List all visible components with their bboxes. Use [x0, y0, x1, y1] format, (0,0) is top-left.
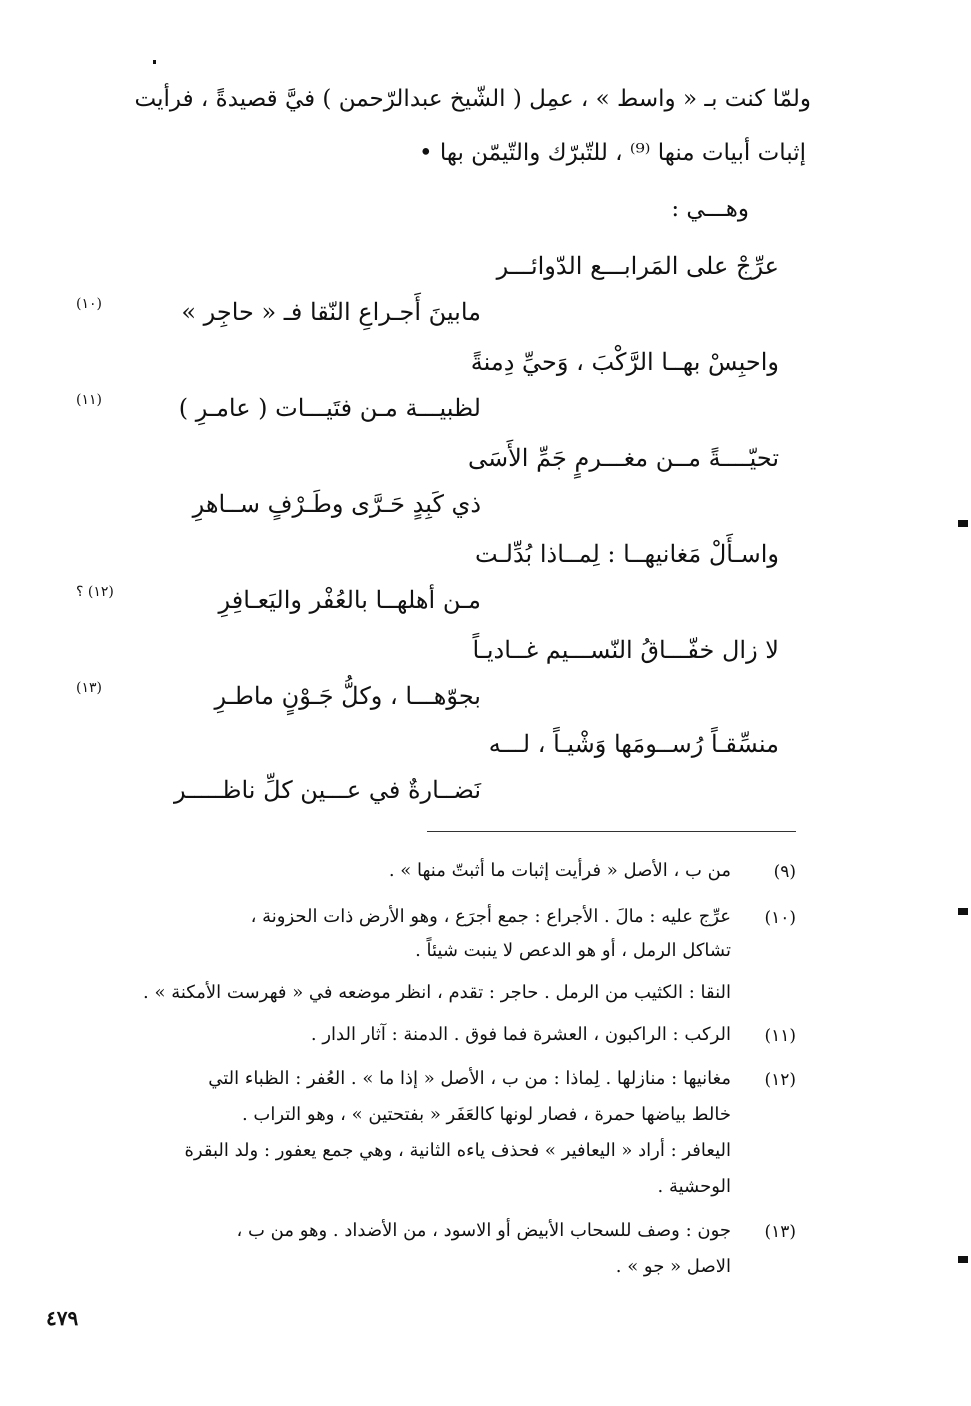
verse-3-first-hemistich: تحيّــــةً مــن مغـــرمٍ جَمِّ الأَسَى — [467, 444, 779, 472]
footnote-12-line-3: اليعافر : أراد « اليعافير » فحذف ياءه الثانية ، وهي جمع يعفور : ولد البقرة — [184, 1140, 731, 1161]
verse-4-second-hemistich: مـن أهلهــا بالعُفْر واليَعـافِرِ — [218, 586, 481, 614]
intro-line-1: ولمّا كنت بـ « واسط » ، عمِل ( الشّيخ عبدالرّحمن ) فيَّ قصيدةً ، فرأيت — [134, 86, 811, 112]
footnote-12-number: (١٢) — [764, 1070, 796, 1090]
verse-3-second-hemistich: ذي كَبِدٍ حَـرَّى وطَـرْفٍ ســاهرِ — [192, 490, 481, 518]
footnote-10-number: (١٠) — [764, 908, 796, 928]
footnote-11-number: (١١) — [764, 1026, 796, 1046]
verse-2-second-hemistich: لظبيـــة مـن فتَيـــات ( عامـرِ ) — [178, 394, 481, 422]
verse-1-first-hemistich: عرِّجْ على المَرابـــع الدّوائـــر — [496, 252, 779, 280]
verse-5-second-hemistich: بجوّهـــا ، وكلُّ جَـوْنٍ ماطـرِ — [214, 682, 481, 710]
verse-2-note: (١١) — [76, 392, 102, 408]
verse-2-first-hemistich: واحبِسْ بهــا الرَّكْبَ ، وَحيِّ دِمنةً — [470, 348, 779, 376]
verse-4-first-hemistich: واسـأَلْ مَغانيهــا : لِمــاذا بُدِّلـت — [475, 540, 779, 568]
intro-line-3: وهـــي : — [671, 196, 749, 222]
footnote-13-number: (١٣) — [764, 1222, 796, 1242]
footnote-13-line-2: الاصل « جو » . — [615, 1256, 731, 1277]
verse-6-first-hemistich: منسِّقـاً رُســومَها وَشْيـاً ، لـــه — [488, 730, 779, 758]
footnote-9-line-1: من ب ، الأصل « فرأيت إثبات ما أثبتّ منها » . — [388, 860, 731, 881]
footnote-separator — [427, 831, 796, 832]
margin-mark — [958, 908, 968, 915]
footnote-12-line-2: خالط بياضها حمرة ، فصار لونها كالعَفَر « بفتحتين » ، وهو التراب . — [241, 1104, 731, 1125]
verse-1-note: (١٠) — [76, 296, 102, 312]
margin-mark — [958, 520, 968, 527]
footnote-10-line-3: النقا : الكثيب من الرمل . حاجر : تقدم ، انظر موضعه في « فهرست الأمكنة » . — [143, 982, 731, 1003]
footnote-10-line-2: تشاكل الرمل ، أو هو الدعص لا ينبت شيئاً . — [415, 940, 731, 961]
verse-5-note: (١٣) — [76, 680, 102, 696]
intro-line-2: إثبات أبيات منها ⁽⁹⁾ ، للتّبرّك والتّيمّن بها • — [418, 140, 806, 166]
verse-4-note: (١٢) ؟ — [76, 584, 114, 600]
verse-6-second-hemistich: نَضــارةٌ في عـــين كلِّ ناظـــــر — [173, 776, 481, 804]
margin-mark — [958, 1256, 968, 1263]
footnote-13-line-1: جون : وصف للسحاب الأبيض أو الاسود ، من الأضداد . وهو من ب ، — [236, 1220, 731, 1241]
verse-1-second-hemistich: مابينَ أَجـراعِ النّقا فـ « حاجِر » — [181, 298, 481, 326]
footnote-10-line-1: عرِّج عليه : مالَ . الأجراع : جمع أجرَع ، وهو الأرض ذات الحزونة ، — [250, 906, 731, 927]
page-number: ٤٧٩ — [46, 1306, 79, 1330]
footnote-12-line-4: الوحشية . — [657, 1176, 731, 1197]
footnote-12-line-1: مغانيها : منازلها . لِماذا : من ب ، الأصل « إذا ما » . العُفر : الظباء التي — [208, 1068, 731, 1089]
ink-dot — [153, 60, 156, 64]
verse-5-first-hemistich: لا زال خفّـــاقُ النّســـيم غــاديـاً — [472, 636, 779, 664]
footnote-11-line-1: الركب : الراكبون ، العشرة فما فوق . الدمنة : آثار الدار . — [310, 1024, 731, 1045]
footnote-9-number: (٩) — [773, 862, 796, 882]
